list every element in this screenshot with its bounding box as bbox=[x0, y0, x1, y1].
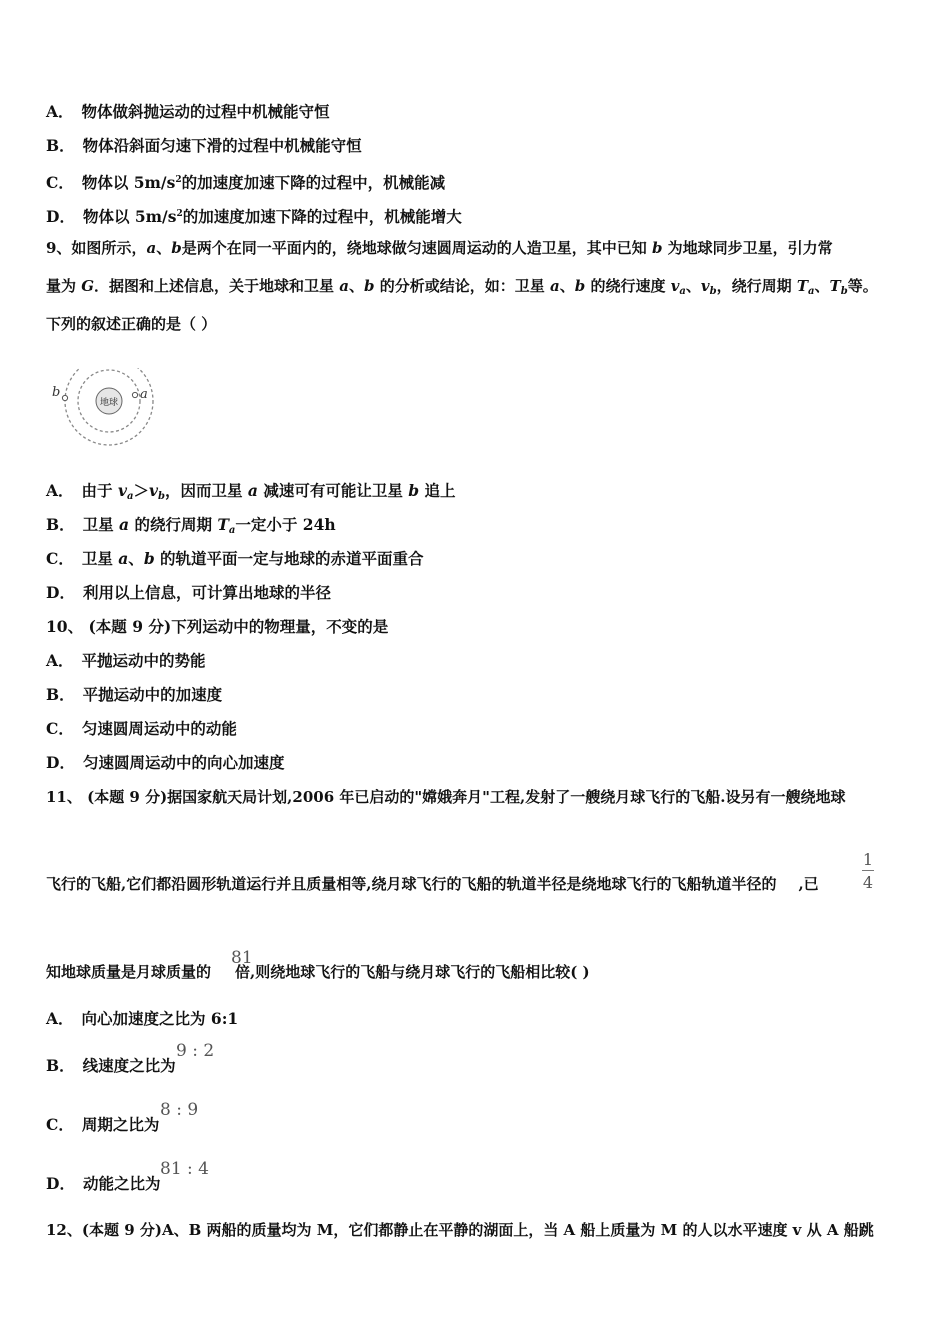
q11-stem-line2: 飞行的飞船,它们都沿圆形轨道运行并且质量相等,绕月球飞行的飞船的轨道半径是绕地球飞行的飞船轨道半径的 ,已 bbox=[46, 875, 819, 893]
q8-option-b: B． 物体沿斜面匀速下滑的过程中机械能守恒 bbox=[46, 136, 362, 155]
q9-option-d: D． 利用以上信息，可计算出地球的半径 bbox=[46, 583, 331, 602]
q9-stem-line3: 下列的叙述正确的是（ ） bbox=[46, 315, 217, 333]
q8-option-d: D． 物体以 $5m/s^2$的加速度加速下降的过程中，机械能增大 bbox=[46, 207, 462, 226]
satellite-a-label: a bbox=[140, 387, 148, 402]
q11-stem-line3: 知地球质量是月球质量的 倍,则绕地球飞行的飞船与绕月球飞行的飞船相比较( ) bbox=[46, 963, 590, 981]
q11-option-c: C． 周期之比为 bbox=[46, 1115, 160, 1134]
q11-option-d: D． 动能之比为 bbox=[46, 1174, 161, 1193]
mass-ratio-value: 81 bbox=[231, 948, 253, 968]
fraction-one-quarter bbox=[861, 850, 875, 892]
satellite-b-icon bbox=[62, 395, 67, 400]
q9-option-c: C． 卫星 a、b 的轨道平面一定与地球的赤道平面重合 bbox=[46, 549, 424, 568]
q11-option-b: B． 线速度之比为 bbox=[46, 1056, 176, 1075]
q11-stem-line1: 11、 (本题 9 分)据国家航天局计划,2006 年已启动的"嫦娥奔月"工程,发射了一艘绕月球飞行的飞船.设另有一艘绕地球 bbox=[46, 788, 846, 806]
q10-stem: 10、 (本题 9 分)下列运动中的物理量，不变的是 bbox=[46, 617, 389, 636]
fraction-numerator: 1 bbox=[862, 850, 874, 869]
q10-option-c: C． 匀速圆周运动中的动能 bbox=[46, 719, 237, 738]
q11-option-d-ratio: 81 : 4 bbox=[160, 1159, 209, 1179]
q8-option-a: A． 物体做斜抛运动的过程中机械能守恒 bbox=[46, 102, 330, 121]
satellite-a-icon bbox=[132, 392, 137, 397]
fraction-bar bbox=[862, 870, 874, 871]
q9-stem-line1: 9、如图所示，a、b是两个在同一平面内的，绕地球做匀速圆周运动的人造卫星，其中已知 b 为地球同步卫星，引力常 bbox=[46, 239, 833, 257]
q10-option-d: D． 匀速圆周运动中的向心加速度 bbox=[46, 753, 285, 772]
orbit-diagram bbox=[50, 368, 160, 448]
q10-option-a: A． 平抛运动中的势能 bbox=[46, 651, 206, 670]
satellite-b-label: b bbox=[52, 385, 61, 400]
q12-stem-line1: 12、(本题 9 分)A、B 两船的质量均为 M，它们都静止在平静的湖面上，当 A 船上质量为 M 的人以水平速度 v 从 A 船跳 bbox=[46, 1221, 874, 1239]
satellite-orbit-figure bbox=[50, 368, 160, 448]
q10-option-b: B． 平抛运动中的加速度 bbox=[46, 685, 223, 704]
q11-option-a: A． 向心加速度之比为 6:1 bbox=[46, 1009, 239, 1028]
q9-stem-line2: 量为 G．据图和上述信息，关于地球和卫星 a、b 的分析或结论，如：卫星 a、b 的绕行速度 $v_a$、$v_b$，绕行周期 $T_a$、$T_b$等。 bbox=[46, 277, 878, 297]
q8-option-c: C． 物体以 $5m/s^2$的加速度加速下降的过程中，机械能减 bbox=[46, 173, 446, 192]
earth-label: 地球 bbox=[99, 398, 119, 408]
fraction-denominator: 4 bbox=[862, 873, 874, 892]
q11-option-c-ratio: 8 : 9 bbox=[160, 1100, 199, 1120]
q9-option-a: A． 由于 $v_a>v_b$，因而卫星 a 减速可有可能让卫星 b 追上 bbox=[46, 481, 456, 502]
q9-option-b: B． 卫星 a 的绕行周期 $T_a$一定小于 24h bbox=[46, 515, 336, 536]
q11-option-b-ratio: 9 : 2 bbox=[176, 1041, 215, 1061]
